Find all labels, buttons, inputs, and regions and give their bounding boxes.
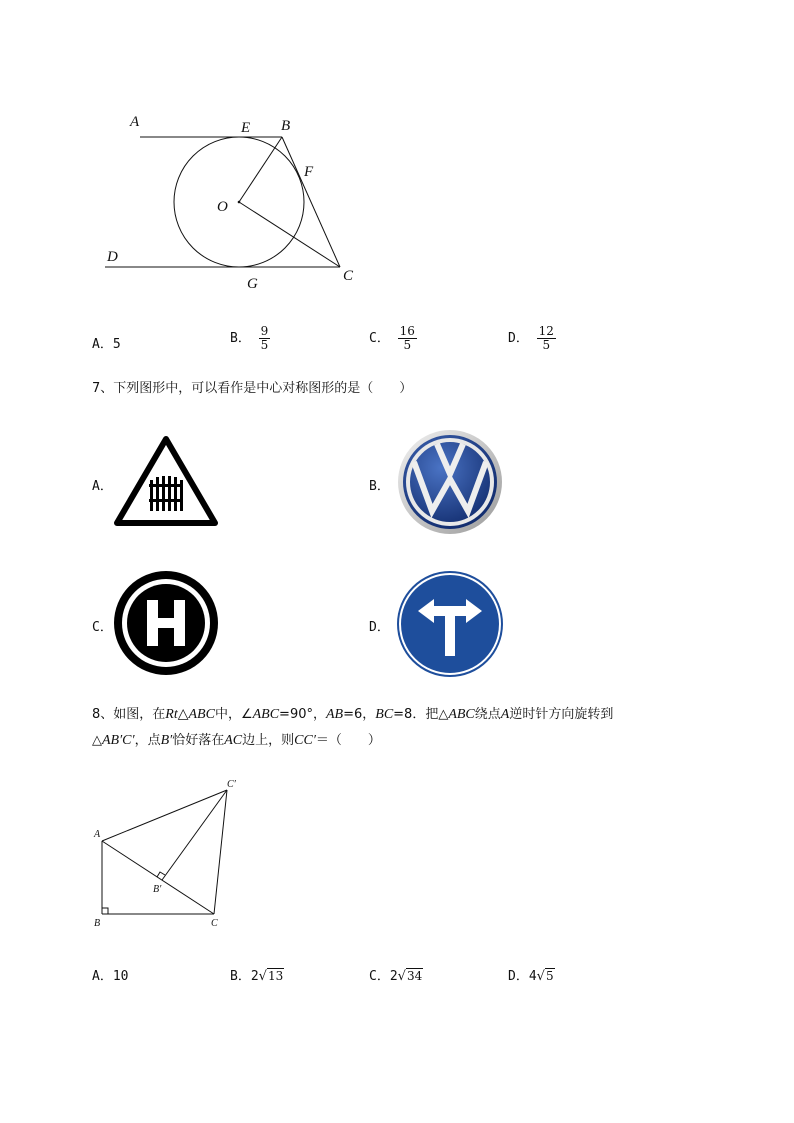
q8-option-d[interactable]: D．4√5	[508, 969, 554, 984]
option-value: 10	[112, 969, 129, 984]
label-E: E	[241, 120, 251, 136]
label-C: C	[343, 268, 354, 284]
option-prefix: D．	[508, 969, 529, 984]
q7-option-b-label[interactable]: B．	[369, 479, 390, 494]
figure-rotated-triangle	[88, 774, 248, 934]
fraction: $\frac{16}{5}$	[399, 324, 415, 352]
label-F: F	[304, 164, 314, 180]
q8-option-c[interactable]: C．2√34	[369, 969, 423, 984]
railway-crossing-warning-sign-icon	[113, 435, 219, 529]
q8-question-line1: 8、如图，在Rt△ABC中，∠ABC=90°，AB=6，BC=8．把△ABC绕点A逆时针方向旋转到	[92, 707, 614, 722]
option-prefix: C．	[369, 331, 390, 346]
option-prefix: B．	[230, 969, 251, 984]
q7-question-text: 7、下列图形中，可以看作是中心对称图形的是（ ）	[92, 381, 413, 396]
label-O: O	[217, 199, 228, 215]
option-prefix: A．	[92, 969, 113, 984]
label-B-prime: B′	[153, 884, 162, 895]
q6-option-c[interactable]	[369, 325, 417, 352]
fraction: $\frac{9}{5}$	[260, 324, 269, 352]
turn-left-right-arrow-sign-icon	[396, 570, 504, 678]
option-value: 5	[112, 337, 121, 352]
label-B: B	[94, 918, 101, 929]
volkswagen-logo-icon	[397, 429, 503, 535]
label-A: A	[130, 114, 140, 130]
sqrt-expression: √34	[397, 969, 423, 984]
q6-option-a[interactable]	[92, 333, 121, 352]
sqrt-expression: √13	[258, 969, 284, 984]
label-D: D	[107, 249, 118, 265]
option-prefix: C．	[369, 969, 390, 984]
option-prefix: D．	[508, 331, 529, 346]
sqrt-expression: √5	[536, 969, 554, 984]
q8-question-line2: △AB′C′，点B′恰好落在AC边上，则CC′＝（ ）	[92, 733, 381, 748]
label-B: B	[281, 118, 291, 134]
option-prefix: A．	[92, 337, 113, 352]
q7-option-a-label[interactable]: A．	[92, 479, 113, 494]
helipad-h-sign-icon	[113, 570, 219, 676]
option-prefix: B．	[230, 331, 251, 346]
q7-option-d-label[interactable]: D．	[369, 620, 390, 635]
q7-option-c-label[interactable]: C．	[92, 620, 113, 635]
label-C-prime: C′	[227, 779, 236, 790]
label-G: G	[247, 276, 258, 292]
fraction: $\frac{12}{5}$	[538, 324, 554, 352]
q6-option-b[interactable]	[230, 325, 270, 352]
figure-circle-tangents	[95, 105, 375, 300]
q6-option-d[interactable]	[508, 325, 556, 352]
label-C: C	[211, 918, 218, 929]
label-A: A	[94, 829, 101, 840]
q8-option-b[interactable]: B．2√13	[230, 969, 284, 984]
q8-option-a[interactable]	[92, 965, 128, 984]
